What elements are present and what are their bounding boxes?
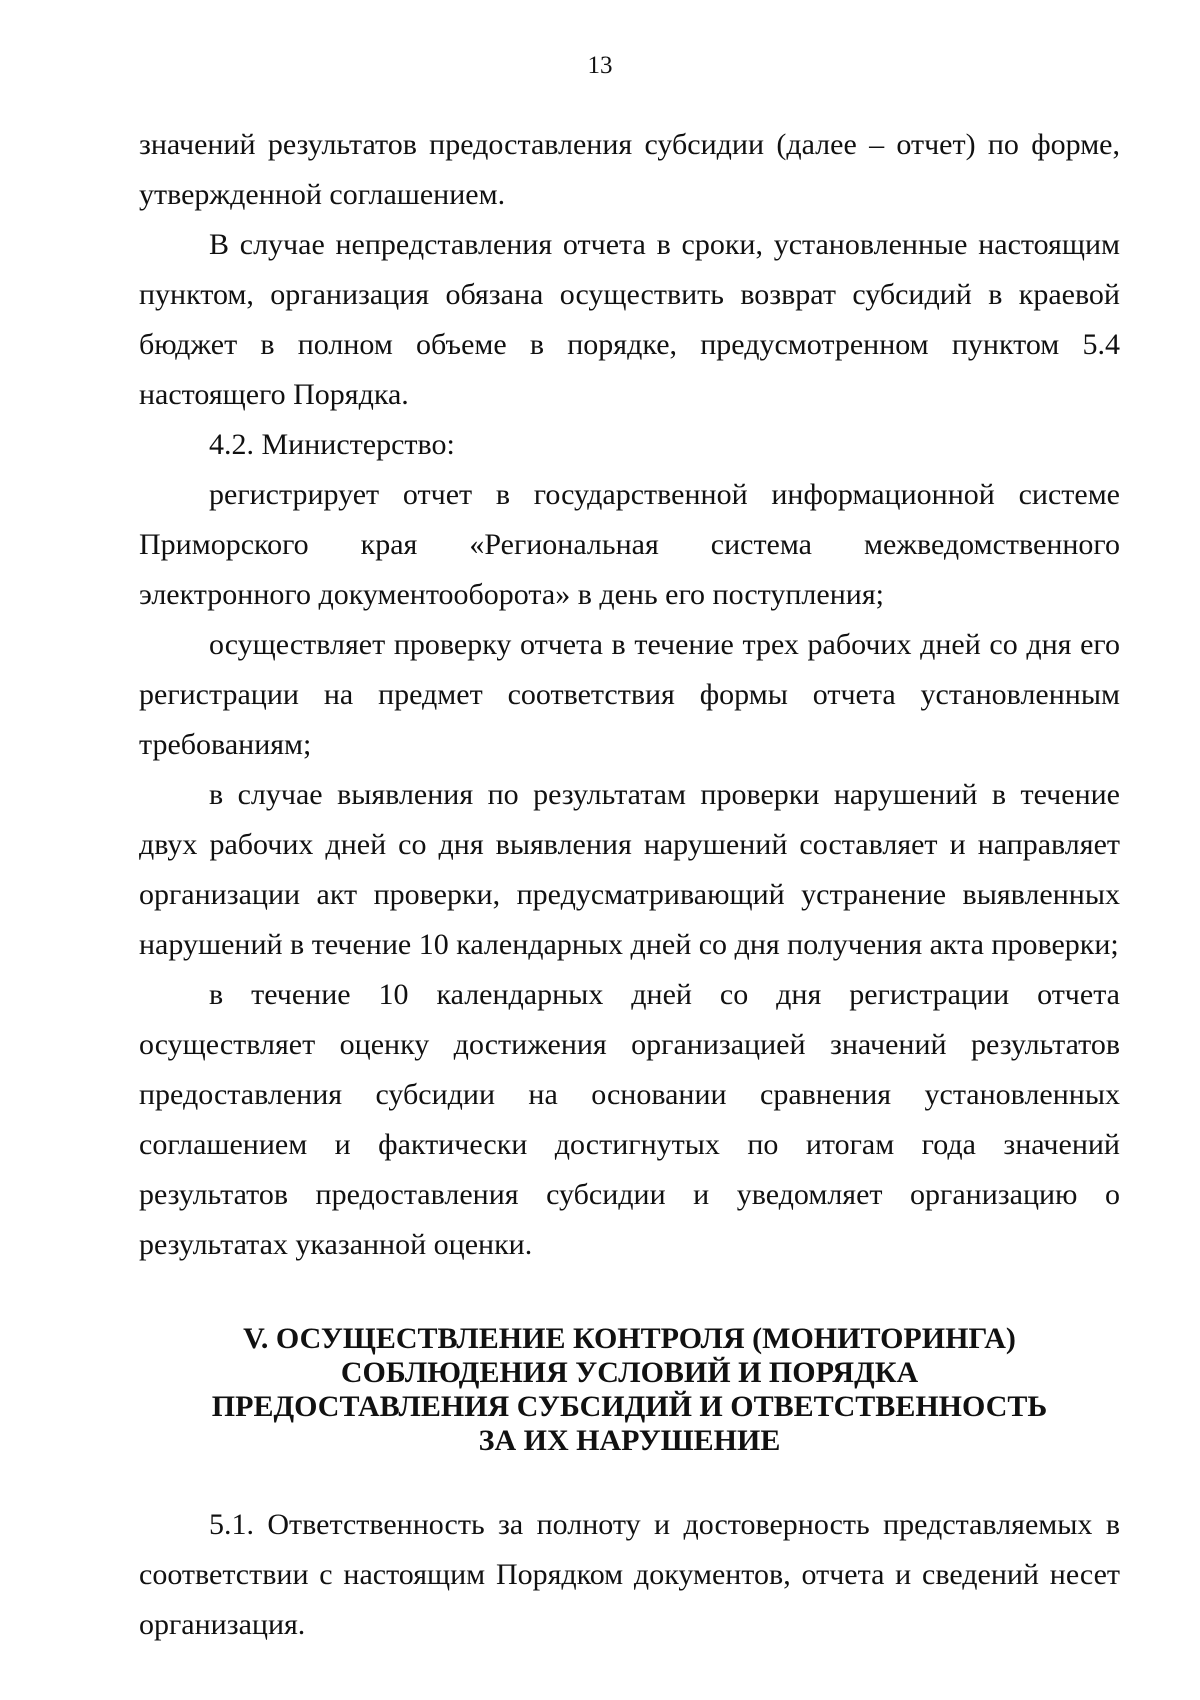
page-number: 13 <box>587 52 613 79</box>
document-body <box>139 120 1120 1650</box>
paragraph-clause-4-2: 4.2. Министерство: <box>209 428 455 461</box>
section-heading-line: ПРЕДОСТАВЛЕНИЯ СУБСИДИЙ И ОТВЕТСТВЕННОСТЬ <box>211 1390 1048 1423</box>
section-heading-line: СОБЛЮДЕНИЯ УСЛОВИЙ И ПОРЯДКА <box>340 1356 919 1389</box>
paragraph-registers-report: регистрирует отчет в государственной информационной системе Приморского края «Региональная система межведомственного электронного документооборота» в день его поступления; <box>139 478 1120 611</box>
paragraph-nonsubmission: В случае непредставления отчета в сроки, установленные настоящим пунктом, организация обязана осуществить возврат субсидий в краевой бюджет в полном объеме в порядке, предусмотренном пунктом 5.4 настоящего Порядка. <box>139 228 1120 411</box>
paragraph-checks-report: осуществляет проверку отчета в течение трех рабочих дней со дня его регистрации на предмет соответствия формы отчета установленным требованиям; <box>139 628 1120 761</box>
section-heading <box>139 1322 1120 1458</box>
section-heading-line: ЗА ИХ НАРУШЕНИЕ <box>478 1424 781 1457</box>
paragraph-violations: в случае выявления по результатам проверки нарушений в течение двух рабочих дней со дня выявления нарушений составляет и направляет организации акт проверки, предусматривающий устранение выявленных нарушений в течение 10 календарных дней со дня получения акта проверки; <box>139 778 1120 961</box>
paragraph-clause-5-1: 5.1. Ответственность за полноту и достоверность представляемых в соответствии с настоящим Порядком документов, отчета и сведений несет организация. <box>139 1508 1120 1641</box>
paragraph-evaluation: в течение 10 календарных дней со дня регистрации отчета осуществляет оценку достижения организацией значений результатов предоставления субсидии на основании сравнения установленных соглашением и фактически достигнутых по итогам года значений результатов предоставления субсидии и уведомляет организацию о результатах указанной оценки. <box>139 978 1120 1261</box>
paragraph-continuation: значений результатов предоставления субсидии (далее – отчет) по форме, утвержденной соглашением. <box>139 128 1120 211</box>
section-heading-line: V. ОСУЩЕСТВЛЕНИЕ КОНТРОЛЯ (МОНИТОРИНГА) <box>243 1322 1016 1355</box>
